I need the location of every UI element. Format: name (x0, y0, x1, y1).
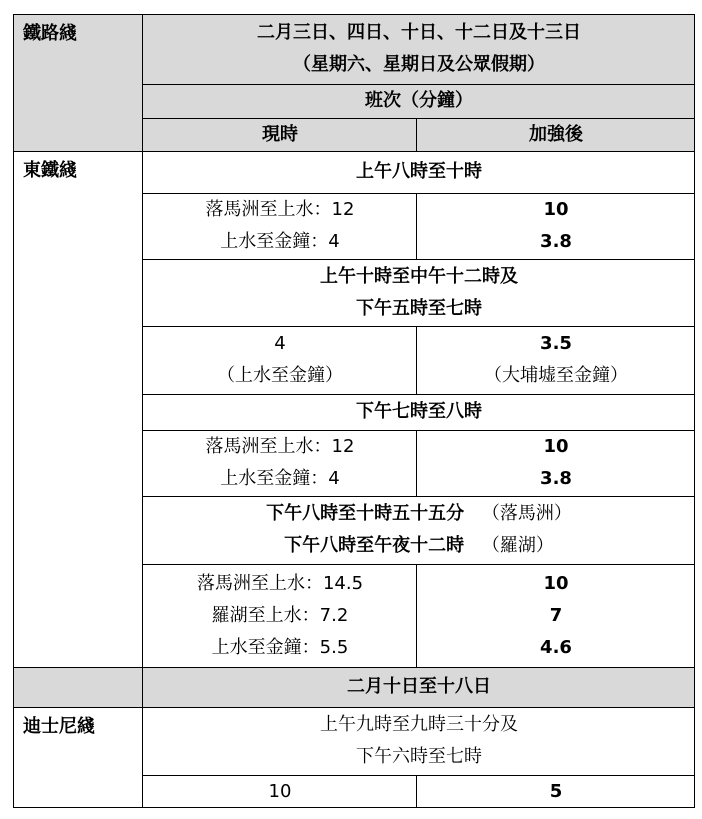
header-frequency (143, 84, 695, 118)
enhanced-value: 4.6 (540, 636, 572, 658)
current-frequency (143, 775, 417, 808)
row-divider (13, 151, 695, 152)
value-divider (416, 775, 417, 808)
enhanced-value: 10 (543, 572, 569, 594)
current-value: 落馬洲至上水：12 (205, 436, 355, 457)
current-value: 上水至金鐘：4 (220, 231, 340, 252)
header-enhanced (417, 118, 695, 151)
row-divider (143, 118, 695, 119)
row-divider (143, 193, 695, 194)
current-value: 落馬洲至上水：12 (205, 199, 355, 220)
row-divider (143, 496, 695, 497)
enhanced-value: 7 (549, 604, 563, 626)
border-top (13, 14, 695, 15)
row-divider (143, 775, 695, 776)
period-title (143, 259, 695, 326)
enhanced-value: （大埔墟至金鐘） (484, 365, 628, 386)
period-title (143, 496, 695, 564)
value-divider (416, 564, 417, 667)
period-title-line: 上午十時至中午十二時及 (320, 265, 518, 287)
value-divider (416, 118, 417, 151)
current-value: 羅湖至上水：7.2 (211, 604, 349, 626)
header-current (143, 118, 417, 151)
disney-line-label: 迪士尼綫 (23, 716, 95, 737)
enhanced-frequency (417, 564, 695, 667)
value-divider (416, 193, 417, 259)
period-title-line: 下午五時至七時 (356, 297, 482, 319)
period-title-line: 下午七時至八時 (356, 401, 482, 422)
current-frequency (143, 430, 417, 496)
row-divider (13, 707, 695, 708)
current-frequency (143, 326, 417, 394)
disney-date-range: 二月十日至十八日 (347, 676, 491, 697)
line-label-text: 鐵路綫 (23, 23, 77, 44)
period-title-row (284, 530, 554, 562)
period-title (143, 394, 695, 430)
enhanced-frequency (417, 430, 695, 496)
period-title-line: 下午八時至午夜十二時 (284, 535, 465, 556)
row-divider (143, 259, 695, 260)
row-divider (143, 430, 695, 431)
enhanced-value: 3.5 (540, 333, 572, 354)
current-label: 現時 (262, 123, 298, 145)
row-divider (143, 84, 695, 85)
disney-header-blank (13, 667, 143, 707)
period-title-row (266, 498, 572, 530)
header-line-label (13, 14, 143, 151)
period-title-line: 上午九時至九時三十分及 (320, 714, 518, 735)
period-title-line: 上午八時至十時 (356, 161, 482, 182)
enhanced-value: 3.8 (540, 231, 572, 252)
column-divider (142, 14, 143, 808)
period-title (143, 707, 695, 775)
row-divider (143, 326, 695, 327)
frequency-label: 班次（分鐘） (365, 90, 473, 111)
border-bottom (13, 807, 695, 808)
period-title-line: 下午六時至七時 (356, 746, 482, 767)
enhanced-label: 加強後 (529, 123, 583, 145)
period-title-note: （羅湖） (481, 535, 554, 556)
current-value: 上水至金鐘：5.5 (211, 636, 349, 658)
east-rail-label: 東鐵綫 (23, 160, 77, 181)
current-frequency (143, 564, 417, 667)
current-value: （上水至金鐘） (217, 365, 343, 386)
row-divider (143, 564, 695, 565)
row-divider (13, 667, 695, 668)
current-value: 10 (268, 780, 292, 802)
enhanced-value: 3.8 (540, 468, 572, 489)
period-title (143, 151, 695, 193)
enhanced-frequency (417, 193, 695, 259)
header-dates (143, 14, 695, 84)
enhanced-frequency (417, 326, 695, 394)
current-value: 落馬洲至上水：14.5 (196, 572, 364, 594)
period-title-note: （落馬洲） (481, 503, 572, 524)
disney-line-name (13, 707, 143, 808)
current-value: 上水至金鐘：4 (220, 468, 340, 489)
date-line-1: 二月三日、四日、十日、十二日及十三日 (257, 22, 581, 43)
row-divider (143, 394, 695, 395)
east-rail-name (13, 151, 143, 667)
period-title-line: 下午八時至十時五十五分 (266, 503, 465, 524)
value-divider (416, 430, 417, 496)
enhanced-value: 5 (549, 780, 563, 802)
disney-header (143, 667, 695, 707)
border-right (694, 14, 695, 808)
border-left (13, 14, 14, 808)
value-divider (416, 326, 417, 394)
current-value: 4 (274, 333, 286, 354)
enhanced-value: 10 (543, 199, 569, 220)
enhanced-value: 10 (543, 436, 569, 457)
enhanced-frequency (417, 775, 695, 808)
date-line-2: （星期六、星期日及公眾假期） (293, 54, 545, 75)
current-frequency (143, 193, 417, 259)
